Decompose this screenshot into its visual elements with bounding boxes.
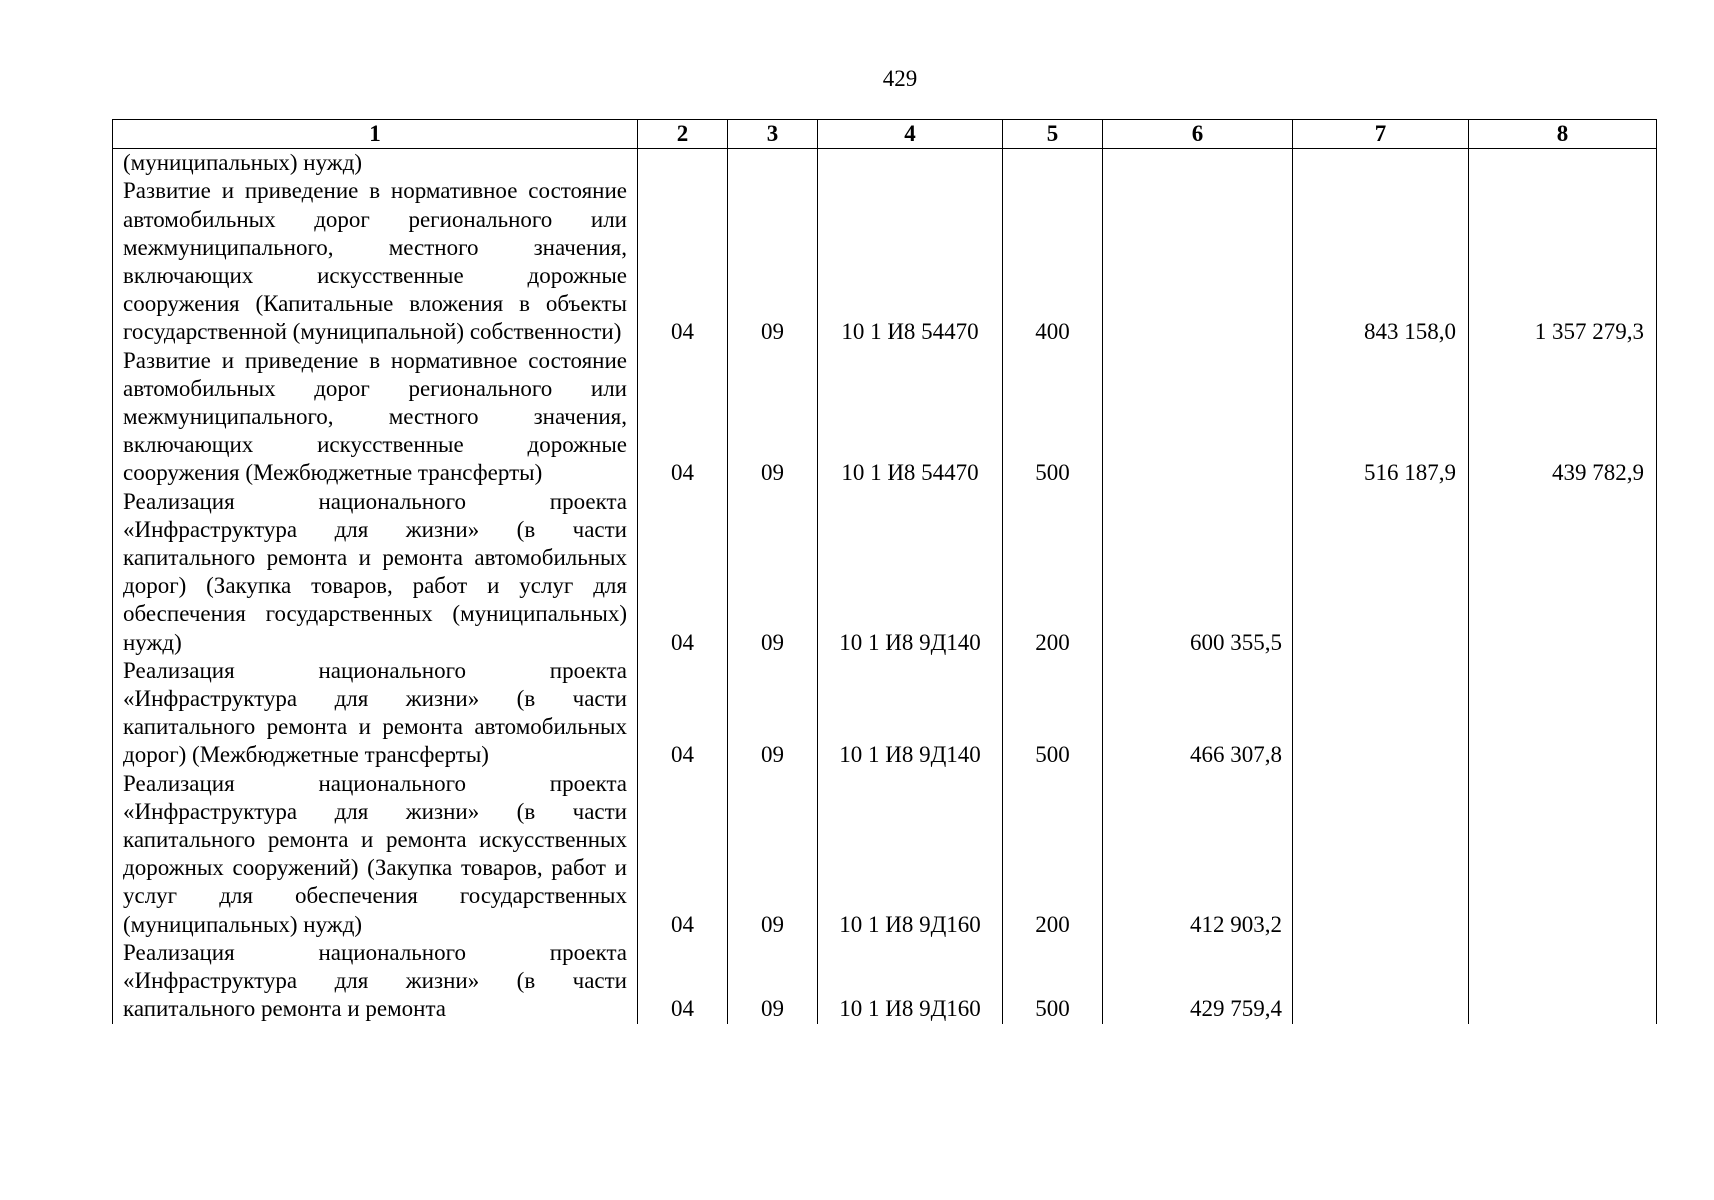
subsection-code: 09 (728, 177, 818, 346)
section-code: 04 (638, 177, 728, 346)
amount-col-6 (1103, 347, 1293, 488)
amount-col-6 (1103, 177, 1293, 346)
subsection-code: 09 (728, 347, 818, 488)
subsection-code: 09 (728, 488, 818, 657)
header-row (113, 120, 1657, 149)
expense-type-code: 200 (1003, 770, 1103, 939)
amount-col-7 (1293, 657, 1469, 770)
row-description: Реализация национального проекта «Инфраструктура для жизни» (в части капитального ремонта и ремонта искусственных дорожных сооружений) (Закупка товаров, работ и услуг для обеспечения государственных (муниципальных) нужд) (113, 770, 638, 939)
expense-type-code: 200 (1003, 488, 1103, 657)
amount-col-6: 600 355,5 (1103, 488, 1293, 657)
target-article-code: 10 1 И8 9Д140 (818, 488, 1003, 657)
amount-col-7: 516 187,9 (1293, 347, 1469, 488)
row-description: Реализация национального проекта «Инфраструктура для жизни» (в части капитального ремонта и ремонта автомобильных дорог) (Межбюджетные трансферты) (113, 657, 638, 770)
table-row (113, 939, 1657, 1024)
amount-col-8 (1469, 939, 1657, 1024)
subsection-code: 09 (728, 770, 818, 939)
subsection-code: 09 (728, 939, 818, 1024)
row-description: Развитие и приведение в нормативное состояние автомобильных дорог регионального или межмуниципального, местного значения, включающих искусственные дорожные сооружения (Капитальные вложения в объекты государственной (муниципальной) собственности) (113, 177, 638, 346)
expense-type-code: 400 (1003, 177, 1103, 346)
section-code: 04 (638, 657, 728, 770)
amount-col-8: 439 782,9 (1469, 347, 1657, 488)
amount-col-7 (1293, 488, 1469, 657)
target-article-code: 10 1 И8 9Д160 (818, 770, 1003, 939)
amount-col-6: 429 759,4 (1103, 939, 1293, 1024)
column-header-6: 6 (1103, 120, 1293, 149)
amount-col-8 (1469, 657, 1657, 770)
section-code: 04 (638, 939, 728, 1024)
target-article-code: 10 1 И8 9Д140 (818, 657, 1003, 770)
column-header-2: 2 (638, 120, 728, 149)
table-row (113, 347, 1657, 488)
column-header-1: 1 (113, 120, 638, 149)
row-description: Реализация национального проекта «Инфраструктура для жизни» (в части капитального ремонта и ремонта автомобильных дорог) (Закупка товаров, работ и услуг для обеспечения государственных (муниципальных) нужд) (113, 488, 638, 657)
target-article-code: 10 1 И8 54470 (818, 177, 1003, 346)
subsection-code: 09 (728, 657, 818, 770)
budget-table (112, 119, 1657, 1024)
expense-type-code: 500 (1003, 939, 1103, 1024)
section-code: 04 (638, 347, 728, 488)
table-row (113, 177, 1657, 346)
amount-col-8 (1469, 488, 1657, 657)
continuation-row (113, 149, 1657, 178)
column-header-5: 5 (1003, 120, 1103, 149)
amount-col-8: 1 357 279,3 (1469, 177, 1657, 346)
amount-col-7: 843 158,0 (1293, 177, 1469, 346)
target-article-code: 10 1 И8 9Д160 (818, 939, 1003, 1024)
expense-type-code: 500 (1003, 657, 1103, 770)
row-description: Реализация национального проекта «Инфраструктура для жизни» (в части капитального ремонта и ремонта (113, 939, 638, 1024)
column-header-8: 8 (1469, 120, 1657, 149)
table-row (113, 657, 1657, 770)
column-header-7: 7 (1293, 120, 1469, 149)
column-header-4: 4 (818, 120, 1003, 149)
section-code: 04 (638, 488, 728, 657)
target-article-code: 10 1 И8 54470 (818, 347, 1003, 488)
row-description: Развитие и приведение в нормативное состояние автомобильных дорог регионального или межмуниципального, местного значения, включающих искусственные дорожные сооружения (Межбюджетные трансферты) (113, 347, 638, 488)
column-header-3: 3 (728, 120, 818, 149)
amount-col-8 (1469, 770, 1657, 939)
amount-col-6: 412 903,2 (1103, 770, 1293, 939)
amount-col-7 (1293, 939, 1469, 1024)
table-row (113, 770, 1657, 939)
table-row (113, 488, 1657, 657)
amount-col-6: 466 307,8 (1103, 657, 1293, 770)
section-code: 04 (638, 770, 728, 939)
page-number: 429 (882, 66, 918, 91)
amount-col-7 (1293, 770, 1469, 939)
continuation-text: (муниципальных) нужд) (113, 149, 638, 178)
expense-type-code: 500 (1003, 347, 1103, 488)
